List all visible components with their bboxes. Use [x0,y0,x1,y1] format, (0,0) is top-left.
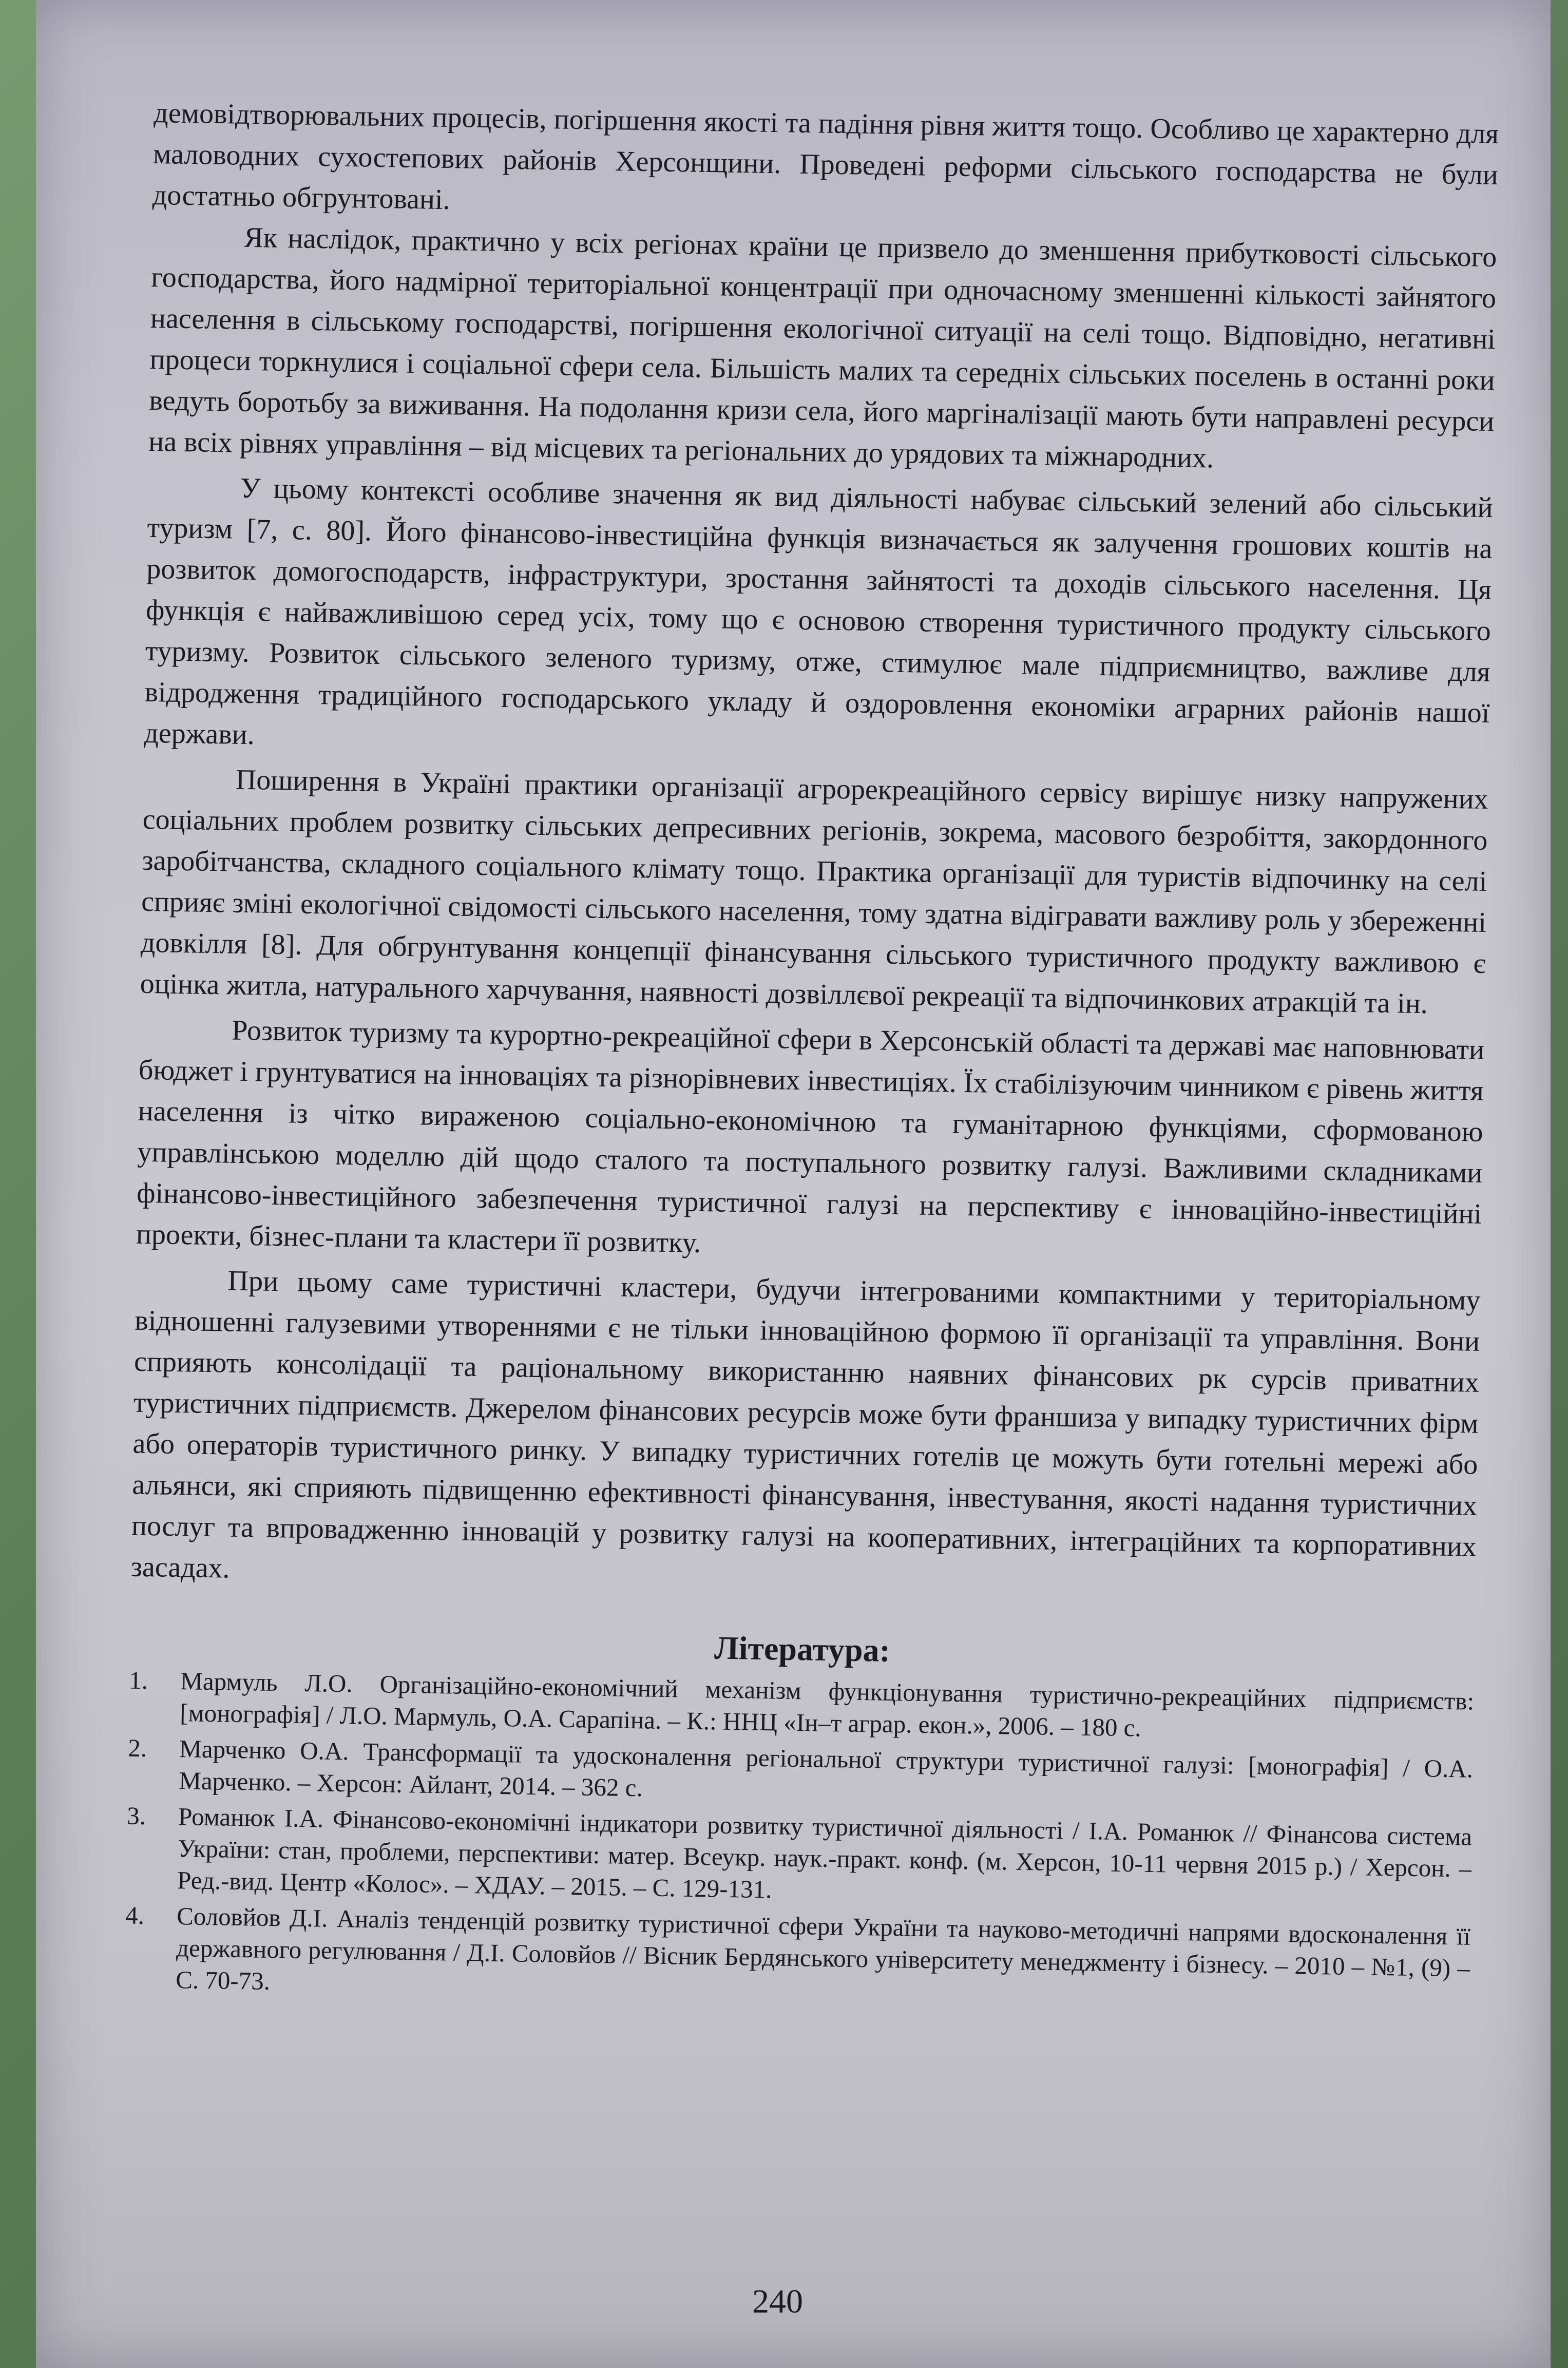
reference-text: Мармуль Л.О. Організаційно-економічний механізм функціонування туристично-рекреаційних підприємств: [монографія] / Л.О. Мармуль, О.А. Сарапіна. – К.: ННЦ «Ін–т аграр. екон.», 2006. – 180 с. [180,1667,1475,1742]
page-number: 240 [752,2283,803,2320]
reference-text: Романюк І.А. Фінансово-економічні індикатори розвитку туристичної діяльності / І.А. Романюк // Фінансова система України: стан, проблеми, перспективи: матер. Всеукр. наук.-практ. конф. (м. Херсон, 10-11 червня 2015 р.) / Херсон. – Ред.-вид. Центр «Колос». – ХДАУ. – 2015. – С. 129-131. [177,1802,1473,1904]
reference-text: Соловйов Д.І. Аналіз тенденцій розвитку туристичної сфери України та науково-методичні напрями вдосконалення її державного регулювання / Д.І. Соловйов // Вісник Бердянського університету менеджменту і бізнесу. – 2010 – №1, (9) – С. 70-73. [175,1902,1471,1996]
paragraph-1: демовідтворювальних процесів, погіршення якості та падіння рівня життя тощо. Особливо це характерно для маловодних сухостепових районів Херсонщини. Проведені реформи сільського господарства не були достатньо обгрунтовані. [152,97,1499,216]
references-list [124,1665,1475,2016]
reference-number: 2. [127,1733,147,1763]
paragraph-5: Розвиток туризму та курортно-рекреаційної сфери в Херсонській області та державі має наповнювати бюджет і грунтуватися на інноваціях та різнорівневих інвестиціях. Їх стабілізуючим чинником є рівень життя населення із чітко вираженою соціально-економічною та гуманітарною функціями, сформованою управлінською моделлю дій щодо сталого та поступального розвитку галузі. Важливими складниками фінансово-інвестиційного забезпечення туристичної галузі на перспективу є інноваційно-інвестиційні проекти, бізнес-плани та кластери її розвитку. [136,1014,1485,1259]
paragraph-6: При цьому саме туристичні кластери, будучи інтегрованими компактними у територіальному відношенні галузевими утвореннями є не тільки інноваційною формою її організації та управління. Вони сприяють консолідації та раціональному використанню наявних фінансових рк сурсів приватних туристичних підприємств. Джерелом фінансових ресурсів може бути франшиза у випадку туристичних фірм або операторів туристичного ринку. У випадку туристичних готелів це можуть бути готельні мережі або альянси, які сприяють підвищенню ефективності фінансування, інвестування, якості надання туристичних послуг та впровадженню інновацій у розвитку галузі на кооперативних, інтеграційних та корпоративних засадах. [130,1265,1481,1584]
reference-number: 4. [125,1901,145,1930]
book-page [36,0,1551,2368]
reference-item [124,1900,1471,2016]
paragraph-4: Поширення в Україні практики організації агрорекреаційного сервісу вирішує низку напружених соціальних проблем розвитку сільських депресивних регіонів, зокрема, масового безробіття, закордонного заробітчанства, складного соціального клімату тощо. Практика організації для туристів відпочинку на селі сприяє зміні екологічної свідомості сільського населення, тому здатна відігравати важливу роль у збереженні довкілля [8]. Для обгрунтування концепції фінансування сільського туристичного продукту важливою є оцінка житла, натурального харчування, наявності дозвіллєвої рекреації та відпочинкових атракцій та ін. [140,763,1489,1020]
reference-number: 3. [126,1801,146,1830]
reference-item [126,1800,1473,1917]
page-content [124,92,1499,2020]
references-heading: Література: [714,1629,891,1669]
paragraph-3: У цьому контексті особливе значення як вид діяльності набуває сільський зелений або сільський туризм [7, с. 80]. Його фінансово-інвестиційна функція визначається як залучення грошових коштів на розвиток домогосподарств, інфраструктури, зростання зайнятості та доходів сільського населення. Ця функція є найважливішою серед усіх, тому що є основою створення туристичного продукту сільського туризму. Розвиток сільського зеленого туризму, отже, стимулює мале підприємництво, важливе для відродження традиційного господарського укладу й оздоровлення економіки аграрних районів нашої держави. [143,472,1494,751]
reference-number: 1. [128,1666,148,1695]
paragraph-2: Як наслідок, практично у всіх регіонах країни це призвело до зменшення прибутковості сільського господарства, його надмірної територіальної концентрації при одночасному зменшенні кількості зайнятого населення в сільському господарстві, погіршення екологічної ситуації на селі тощо. Відповідно, негативні процеси торкнулися і соціальної сфери села. Більшість малих та середніх сільських поселень в останні роки ведуть боротьбу за виживання. На подолання кризи села, його маргіналізації мають бути направлені ресурси на всіх рівнях управління – від місцевих та регіональних до урядових та міжнародних. [148,221,1497,474]
reference-text: Марченко О.А. Трансформації та удосконалення регіональної структури туристичної галузі: [монографія] / О.А. Марченко. – Херсон: Айлант, 2014. – 362 с. [178,1734,1474,1802]
